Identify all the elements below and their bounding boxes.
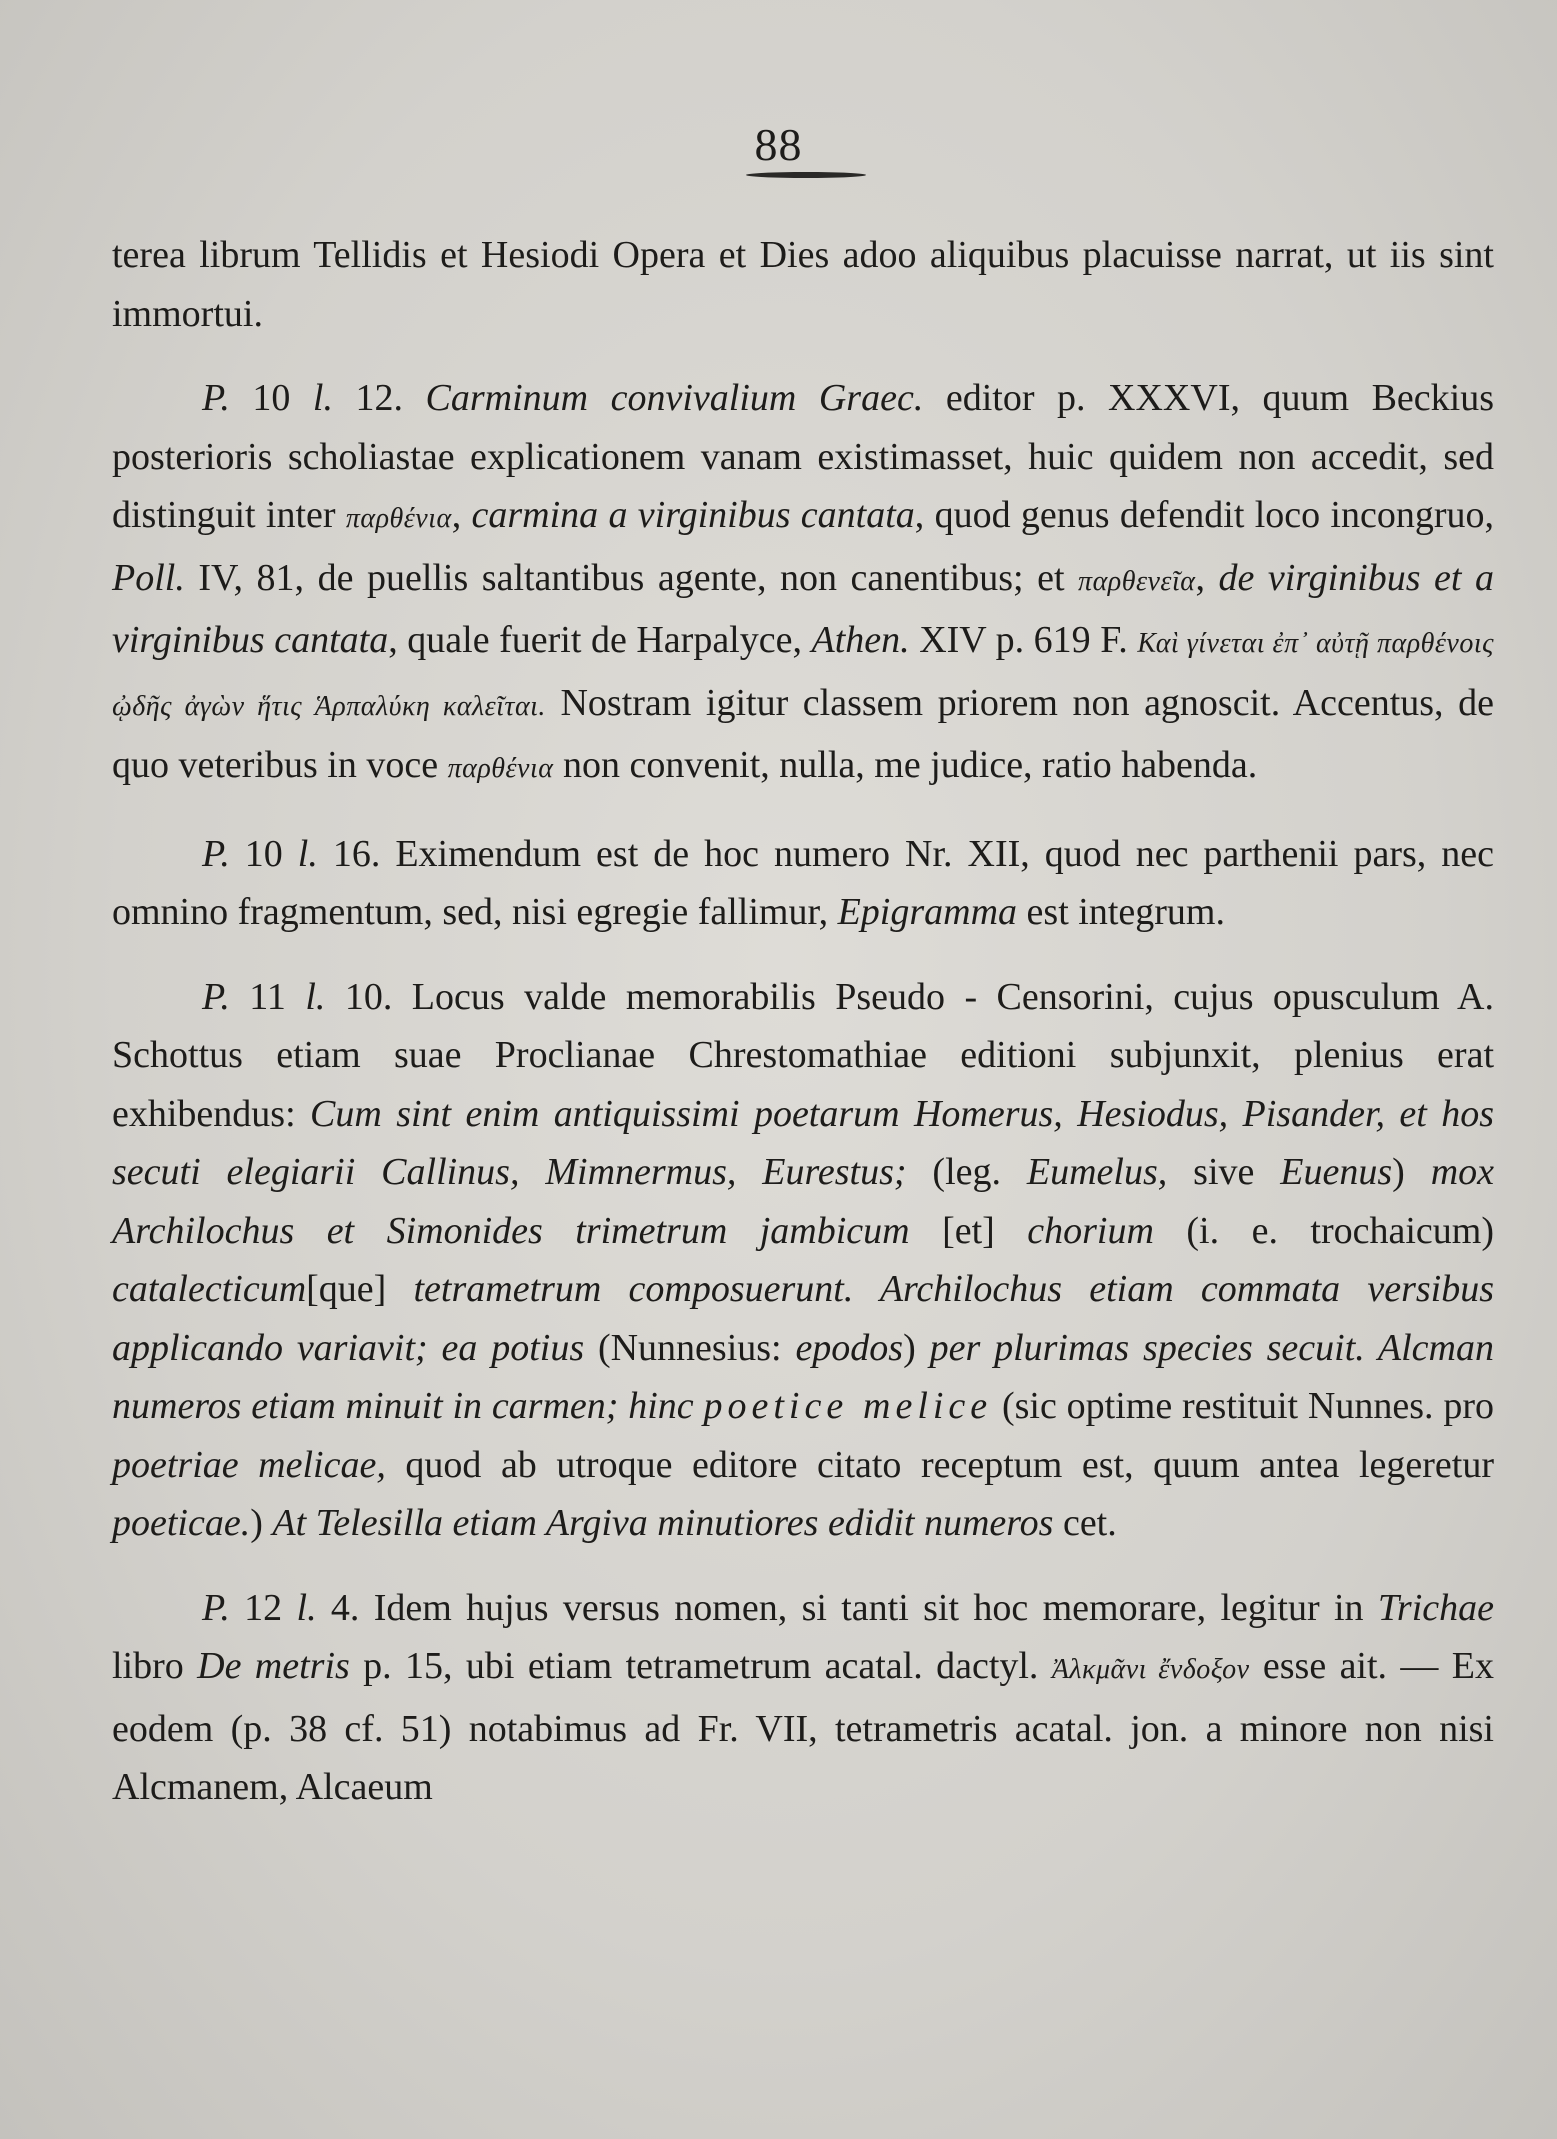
text-run: (sic optime restituit Nunnes. pro — [992, 1385, 1494, 1427]
paragraph — [112, 1579, 1494, 1817]
text-run: 4. Idem hujus versus nomen, si tanti sit hoc memorare, legitur in — [316, 1586, 1378, 1629]
greek-text: παρθενεῖα — [1078, 565, 1196, 597]
italic-text: Eumelus, — [1026, 1151, 1168, 1193]
italic-text: At Telesilla etiam Argiva minutiores edidit numeros — [272, 1502, 1054, 1544]
italic-text: l. — [312, 377, 333, 419]
italic-text: poeticae. — [112, 1502, 251, 1544]
italic-text: l. — [305, 975, 326, 1018]
text-run: 10. Locus valde memorabilis Pseudo - Censorini, cujus opusculum A. Schottus etiam suae Proclianae Chrestomathiae editioni subjunxit, plenius erat exhibendus: — [112, 975, 1494, 1135]
text-run: 11 — [229, 975, 306, 1018]
italic-text: P. — [202, 1586, 230, 1629]
paragraph — [112, 369, 1494, 799]
italic-text: P. — [202, 975, 230, 1018]
text-run: quod ab utroque editore citato receptum est, quum antea legeretur — [385, 1443, 1494, 1486]
text-run: 10 — [229, 832, 298, 875]
text-run: non convenit, nulla, me judice, ratio habenda. — [553, 744, 1258, 786]
text-run: [et] — [909, 1209, 1028, 1252]
italic-text: Trichae — [1377, 1586, 1495, 1629]
italic-text: de virginibus et a virginibus cantata — [112, 556, 1494, 661]
text-run: esse ait. — Ex eodem (p. 38 cf. 51) notabimus ad Fr. VII, tetrametris acatal. jon. a minore non nisi Alcmanem, Alcaeum — [112, 1645, 1494, 1808]
text-run: 10 — [229, 377, 313, 419]
italic-text: chorium — [1027, 1209, 1154, 1252]
text-run: ) — [250, 1502, 273, 1544]
text-run: Nostram igitur classem priorem non agnoscit. Accentus, de quo veteribus in voce — [112, 681, 1494, 786]
text-run: [que] — [306, 1268, 414, 1310]
italic-text: catalecticum — [112, 1268, 307, 1310]
text-run: , — [1195, 556, 1219, 599]
text-run: (leg. — [906, 1151, 1027, 1193]
text-run: (Nunnesius: — [584, 1326, 796, 1369]
italic-text: l. — [296, 1586, 317, 1629]
paragraph — [112, 825, 1494, 942]
text-run: IV, 81, de puellis saltantibus agente, non canentibus; et — [184, 556, 1079, 599]
italic-text: De metris — [197, 1645, 350, 1687]
greek-text: Ἀλκμᾶνι ἔνδοξον — [1051, 1654, 1250, 1685]
body-text — [112, 226, 1494, 1843]
italic-text: poetice melice — [703, 1385, 993, 1427]
italic-text: per plurimas species secuit. Alcman numeros etiam minuit in carmen; hinc — [112, 1326, 1494, 1427]
text-run — [694, 1385, 704, 1427]
text-run: , — [451, 494, 472, 536]
text-run: 16. Eximendum est de hoc numero Nr. XII, quod nec parthenii pars, nec omnino fragmentum, sed, nisi egregie fallimur, — [112, 832, 1495, 933]
page-number-ornament — [746, 172, 866, 178]
text-run: p. 15, ubi etiam tetrametrum acatal. dactyl. — [349, 1645, 1052, 1687]
italic-text: poetriae melicae, — [112, 1443, 386, 1486]
greek-text: Καὶ γίνεται ἐπ᾽ αὐτῇ παρθένοις ᾠδῆς ἀγὼν ἥτις Ἁρπαλύκη καλεῖται. — [112, 628, 1495, 722]
italic-text: Athen. — [811, 619, 910, 661]
text-run: cet. — [1053, 1502, 1117, 1544]
paragraph — [112, 968, 1494, 1553]
italic-text: carmina a virginibus cantata — [471, 494, 915, 536]
italic-text: P. — [202, 377, 230, 419]
text-run: , quod genus defendit loco incongruo, — [914, 494, 1495, 536]
italic-text: mox Archilochus et Simonides trimetrum jambicum — [112, 1151, 1495, 1252]
italic-text: Cum sint enim antiquissimi poetarum Homerus, Hesiodus, Pisander, et hos secuti elegiarii Callinus, Mimnermus, Eurestus; — [112, 1092, 1495, 1193]
italic-text: Poll. — [112, 556, 185, 599]
text-run: 12 — [229, 1586, 297, 1629]
text-run: ) — [1392, 1151, 1431, 1193]
paragraph — [112, 226, 1494, 343]
text-run: (i. e. trochaicum) — [1153, 1209, 1494, 1252]
text-run: 12. — [332, 377, 426, 419]
text-run: est integrum. — [1017, 891, 1225, 933]
greek-text: παρθένια — [447, 753, 554, 784]
italic-text: tetrametrum composuerunt. Archilochus etiam commata versibus applicando variavit; ea potius — [112, 1268, 1494, 1369]
italic-text: epodos — [795, 1326, 904, 1369]
text-run: libro — [112, 1645, 198, 1687]
page-number: 88 — [754, 119, 803, 170]
italic-text: Epigramma — [837, 891, 1018, 933]
text-run: , quale fuerit de Harpalyce, — [388, 619, 812, 661]
text-run: sive — [1167, 1151, 1281, 1193]
text-run: editor p. XXXVI, quum Beckius posterioris scholiastae explicationem vanam existimasset, huic quidem non accedit, sed distinguit inter — [112, 377, 1495, 536]
italic-text: Carminum convivalium Graec. — [425, 377, 924, 419]
text-run: XIV p. 619 F. — [909, 619, 1138, 661]
italic-text: l. — [297, 832, 318, 875]
text-run: ) — [903, 1326, 930, 1369]
greek-text: παρθένια — [345, 503, 452, 534]
italic-text: Euenus — [1280, 1151, 1393, 1193]
text-run: terea librum Tellidis et Hesiodi Opera et Dies adoo aliquibus placuisse narrat, ut iis sint immortui. — [112, 234, 1494, 335]
italic-text: P. — [202, 832, 230, 875]
